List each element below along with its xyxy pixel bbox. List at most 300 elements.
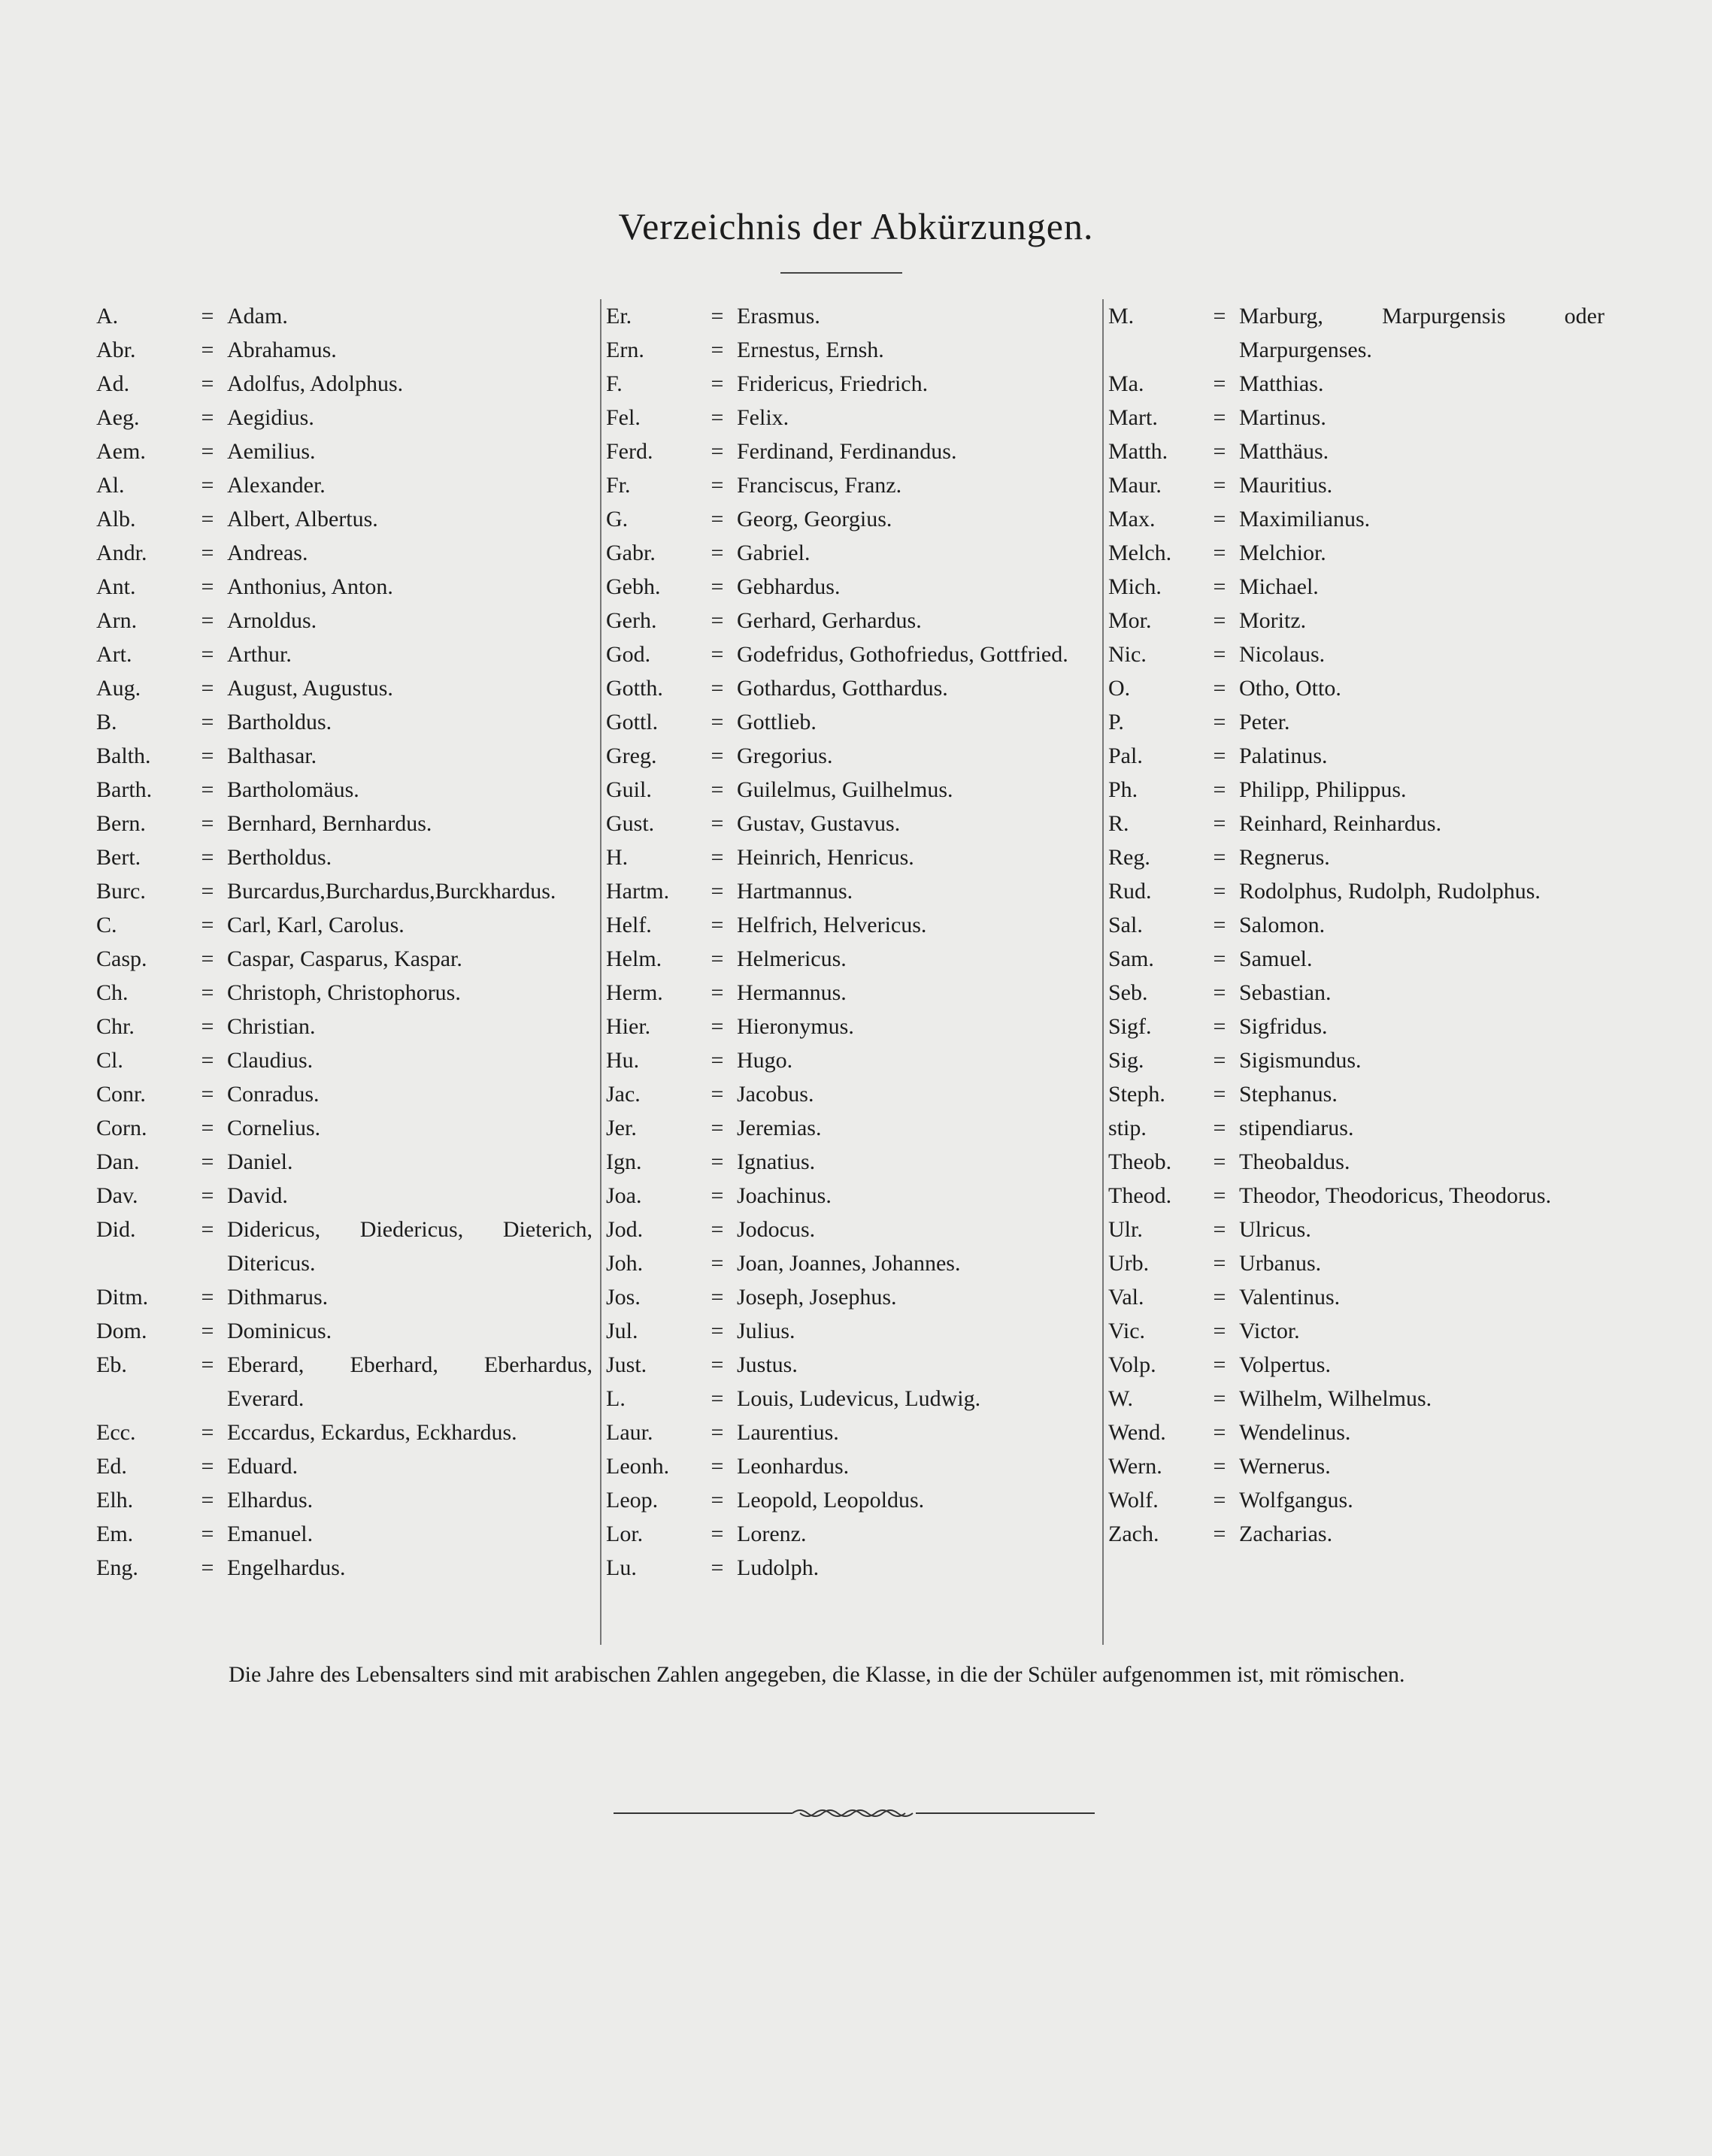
equals-sign: =: [711, 1386, 724, 1411]
abbreviation: Chr.: [96, 1014, 135, 1039]
abbreviation: Aem.: [96, 439, 146, 464]
abbreviation: Leop.: [606, 1488, 659, 1513]
abbreviation-entry: [1108, 570, 1604, 604]
abbreviation: Nic.: [1108, 642, 1147, 667]
equals-sign: =: [201, 1048, 214, 1073]
expansion: Helfrich, Helvericus.: [737, 913, 927, 937]
abbreviation-entry: [606, 604, 1102, 637]
equals-sign: =: [201, 1183, 214, 1208]
abbreviation: Gottl.: [606, 710, 659, 734]
equals-sign: =: [1213, 608, 1226, 633]
abbreviation: Melch.: [1108, 541, 1172, 565]
expansion: David.: [227, 1183, 288, 1208]
abbreviation-entry: [606, 468, 1102, 502]
abbreviation: M.: [1108, 304, 1135, 329]
expansion: Mauritius.: [1239, 473, 1333, 498]
abbreviation: Balth.: [96, 743, 151, 768]
expansion: Albert, Albertus.: [227, 507, 378, 531]
abbreviation-entry: [1108, 773, 1604, 807]
abbreviation-entry: [606, 502, 1102, 536]
expansion: Leopold, Leopoldus.: [737, 1488, 925, 1513]
abbreviation-entry: [1108, 1314, 1604, 1348]
expansion: Matthäus.: [1239, 439, 1329, 464]
abbreviation-entry: [606, 705, 1102, 739]
abbreviation: Gust.: [606, 811, 655, 836]
equals-sign: =: [201, 1217, 214, 1242]
abbreviation-entry: [96, 1517, 592, 1551]
abbreviation-entry: [606, 401, 1102, 435]
abbreviation-entry: [1108, 1483, 1604, 1517]
equals-sign: =: [711, 743, 724, 768]
abbreviation: Ecc.: [96, 1420, 136, 1445]
equals-sign: =: [201, 1149, 214, 1174]
abbreviation: Ern.: [606, 338, 644, 362]
expansion: Anthonius, Anton.: [227, 574, 393, 599]
expansion: Aegidius.: [227, 405, 314, 430]
equals-sign: =: [201, 811, 214, 836]
title-rule: [780, 272, 902, 274]
equals-sign: =: [1213, 642, 1226, 667]
equals-sign: =: [1213, 980, 1226, 1005]
expansion: Guilelmus, Guilhelmus.: [737, 777, 953, 802]
abbreviation: Bert.: [96, 845, 141, 870]
expansion: Helmericus.: [737, 946, 847, 971]
equals-sign: =: [711, 541, 724, 565]
expansion: Justus.: [737, 1352, 798, 1377]
expansion: Leonhardus.: [737, 1454, 850, 1479]
abbreviation: A.: [96, 304, 119, 329]
expansion: Wilhelm, Wilhelmus.: [1239, 1386, 1432, 1411]
expansion: Ferdinand, Ferdinandus.: [737, 439, 957, 464]
expansion: Gabriel.: [737, 541, 811, 565]
abbreviation-entry: [606, 299, 1102, 333]
abbreviation: Max.: [1108, 507, 1156, 531]
equals-sign: =: [1213, 777, 1226, 802]
expansion: Marburg, Marpurgensis oder Marpurgenses.: [1239, 304, 1604, 362]
abbreviation: Sam.: [1108, 946, 1154, 971]
abbreviation: Jos.: [606, 1285, 641, 1310]
equals-sign: =: [1213, 710, 1226, 734]
abbreviation-entry: [606, 773, 1102, 807]
abbreviation: Fel.: [606, 405, 641, 430]
expansion: Christian.: [227, 1014, 316, 1039]
expansion: Gregorius.: [737, 743, 833, 768]
equals-sign: =: [711, 1319, 724, 1343]
abbreviation-entry: [606, 1314, 1102, 1348]
equals-sign: =: [711, 946, 724, 971]
abbreviation: Volp.: [1108, 1352, 1156, 1377]
abbreviation-entry: [96, 1449, 592, 1483]
abbreviation: C.: [96, 913, 117, 937]
abbreviation-entry: [1108, 807, 1604, 840]
abbreviation: Jod.: [606, 1217, 644, 1242]
equals-sign: =: [711, 1048, 724, 1073]
abbreviation-entry: [606, 976, 1102, 1010]
abbreviation-entry: [606, 908, 1102, 942]
abbreviation-entry: [96, 773, 592, 807]
equals-sign: =: [1213, 1522, 1226, 1546]
abbreviation-entry: [96, 942, 592, 976]
abbreviation-entry: [606, 807, 1102, 840]
abbreviation-entry: [1108, 1517, 1604, 1551]
expansion: Gustav, Gustavus.: [737, 811, 901, 836]
abbreviation-entry: [606, 1348, 1102, 1382]
abbreviation-entry: [96, 976, 592, 1010]
equals-sign: =: [201, 1522, 214, 1546]
abbreviation-entry: [96, 840, 592, 874]
expansion: Carl, Karl, Carolus.: [227, 913, 405, 937]
equals-sign: =: [1213, 541, 1226, 565]
equals-sign: =: [1213, 1285, 1226, 1310]
abbreviation: Andr.: [96, 541, 147, 565]
expansion: Peter.: [1239, 710, 1290, 734]
equals-sign: =: [201, 1555, 214, 1580]
abbreviation: B.: [96, 710, 117, 734]
equals-sign: =: [1213, 1149, 1226, 1174]
equals-sign: =: [1213, 1217, 1226, 1242]
abbreviation-entry: [96, 671, 592, 705]
abbreviation: Mich.: [1108, 574, 1162, 599]
expansion: Reinhard, Reinhardus.: [1239, 811, 1442, 836]
expansion: Ernestus, Ernsh.: [737, 338, 884, 362]
abbreviation-entry: [96, 1348, 592, 1416]
abbreviation-entry: [1108, 1111, 1604, 1145]
expansion: Adam.: [227, 304, 288, 329]
abbreviation-entry: [1108, 604, 1604, 637]
abbreviation: Aeg.: [96, 405, 140, 430]
abbreviation: Herm.: [606, 980, 663, 1005]
expansion: Ignatius.: [737, 1149, 816, 1174]
equals-sign: =: [201, 879, 214, 904]
equals-sign: =: [1213, 913, 1226, 937]
abbreviation: Gerh.: [606, 608, 657, 633]
abbreviation: Lu.: [606, 1555, 637, 1580]
equals-sign: =: [1213, 1048, 1226, 1073]
abbreviation: Helm.: [606, 946, 662, 971]
abbreviation-entry: [606, 1382, 1102, 1416]
expansion: Lorenz.: [737, 1522, 807, 1546]
equals-sign: =: [711, 879, 724, 904]
equals-sign: =: [201, 710, 214, 734]
abbreviation: Ant.: [96, 574, 136, 599]
expansion: Hugo.: [737, 1048, 793, 1073]
abbreviation-entry: [606, 1043, 1102, 1077]
expansion: Engelhardus.: [227, 1555, 346, 1580]
equals-sign: =: [201, 1352, 214, 1377]
abbreviation-entry: [96, 1179, 592, 1213]
expansion: Jodocus.: [737, 1217, 816, 1242]
abbreviation: Zach.: [1108, 1522, 1159, 1546]
equals-sign: =: [1213, 574, 1226, 599]
equals-sign: =: [711, 1555, 724, 1580]
abbreviation-entry: [606, 1280, 1102, 1314]
abbreviation-entry: [1108, 671, 1604, 705]
abbreviation: Guil.: [606, 777, 652, 802]
abbreviation-entry: [1108, 299, 1604, 367]
equals-sign: =: [201, 1082, 214, 1107]
abbreviation-entry: [606, 874, 1102, 908]
abbreviation-entry: [96, 1280, 592, 1314]
abbreviation: Just.: [606, 1352, 647, 1377]
expansion: Gottlieb.: [737, 710, 817, 734]
equals-sign: =: [711, 1149, 724, 1174]
expansion: Claudius.: [227, 1048, 314, 1073]
equals-sign: =: [711, 304, 724, 329]
abbreviation-entry: [96, 536, 592, 570]
abbreviation: Greg.: [606, 743, 657, 768]
equals-sign: =: [201, 608, 214, 633]
abbreviation-entry: [96, 705, 592, 739]
abbreviation: Matth.: [1108, 439, 1168, 464]
equals-sign: =: [711, 1488, 724, 1513]
abbreviation-entry: [1108, 1179, 1604, 1213]
expansion: Georg, Georgius.: [737, 507, 892, 531]
decorative-flourish-icon: [614, 1804, 1095, 1825]
abbreviation-entry: [606, 1483, 1102, 1517]
expansion: Emanuel.: [227, 1522, 314, 1546]
abbreviation: Abr.: [96, 338, 136, 362]
abbreviation-entry: [1108, 1280, 1604, 1314]
abbreviation-entry: [1108, 1043, 1604, 1077]
abbreviation-entry: [1108, 908, 1604, 942]
expansion: Theodor, Theodoricus, Theodorus.: [1239, 1183, 1552, 1208]
equals-sign: =: [1213, 473, 1226, 498]
abbreviation: Gebh.: [606, 574, 661, 599]
abbreviation: Barth.: [96, 777, 153, 802]
equals-sign: =: [1213, 946, 1226, 971]
abbreviation-entry: [606, 1077, 1102, 1111]
equals-sign: =: [1213, 1082, 1226, 1107]
abbreviation-entry: [96, 333, 592, 367]
expansion: Eduard.: [227, 1454, 298, 1479]
expansion: Laurentius.: [737, 1420, 839, 1445]
abbreviation-entry: [1108, 1382, 1604, 1416]
expansion: Rodolphus, Rudolph, Rudolphus.: [1239, 879, 1541, 904]
equals-sign: =: [201, 642, 214, 667]
equals-sign: =: [711, 913, 724, 937]
expansion: Palatinus.: [1239, 743, 1328, 768]
abbreviation: G.: [606, 507, 629, 531]
abbreviation: Burc.: [96, 879, 146, 904]
expansion: Caspar, Casparus, Kaspar.: [227, 946, 462, 971]
equals-sign: =: [1213, 879, 1226, 904]
expansion: Franciscus, Franz.: [737, 473, 902, 498]
expansion: Balthasar.: [227, 743, 317, 768]
abbreviation: Gabr.: [606, 541, 656, 565]
equals-sign: =: [1213, 1014, 1226, 1039]
expansion: Hieronymus.: [737, 1014, 854, 1039]
abbreviation: Jul.: [606, 1319, 638, 1343]
expansion: Eccardus, Eckardus, Eckhardus.: [227, 1420, 517, 1445]
abbreviation: Gotth.: [606, 676, 663, 701]
abbreviation: Hier.: [606, 1014, 651, 1039]
expansion: Gothardus, Gotthardus.: [737, 676, 948, 701]
abbreviation-entry: [96, 1145, 592, 1179]
abbreviation: Reg.: [1108, 845, 1150, 870]
equals-sign: =: [201, 473, 214, 498]
equals-sign: =: [1213, 1352, 1226, 1377]
abbreviation-entry: [96, 1111, 592, 1145]
abbreviation: Urb.: [1108, 1251, 1150, 1276]
abbreviation-entry: [96, 1077, 592, 1111]
equals-sign: =: [1213, 1386, 1226, 1411]
expansion: Jacobus.: [737, 1082, 814, 1107]
equals-sign: =: [711, 574, 724, 599]
equals-sign: =: [201, 676, 214, 701]
equals-sign: =: [201, 1116, 214, 1140]
abbreviation-entry: [606, 840, 1102, 874]
equals-sign: =: [201, 913, 214, 937]
expansion: Elhardus.: [227, 1488, 314, 1513]
equals-sign: =: [1213, 845, 1226, 870]
expansion: Louis, Ludevicus, Ludwig.: [737, 1386, 981, 1411]
abbreviation-entry: [96, 1483, 592, 1517]
expansion: Maximilianus.: [1239, 507, 1371, 531]
expansion: Adolfus, Adolphus.: [227, 371, 404, 396]
abbreviation-entry: [606, 367, 1102, 401]
expansion: Victor.: [1239, 1319, 1300, 1343]
abbreviation: Rud.: [1108, 879, 1152, 904]
abbreviation-entry: [1108, 1246, 1604, 1280]
equals-sign: =: [201, 777, 214, 802]
equals-sign: =: [711, 676, 724, 701]
footnote: Die Jahre des Lebensalters sind mit arabischen Zahlen angegeben, die Klasse, in die der Schüler aufgenommen ist, mit römischen.: [229, 1662, 1405, 1687]
expansion: Bartholdus.: [227, 710, 332, 734]
abbreviation: Sigf.: [1108, 1014, 1152, 1039]
expansion: Fridericus, Friedrich.: [737, 371, 929, 396]
expansion: Dithmarus.: [227, 1285, 329, 1310]
expansion: Christoph, Christophorus.: [227, 980, 461, 1005]
abbreviation-entry: [96, 807, 592, 840]
abbreviation-entry: [1108, 536, 1604, 570]
equals-sign: =: [711, 371, 724, 396]
abbreviation-entry: [1108, 739, 1604, 773]
expansion: Joachinus.: [737, 1183, 832, 1208]
equals-sign: =: [201, 338, 214, 362]
expansion: Burcardus,Burchardus,Burckhardus.: [227, 879, 556, 904]
abbreviation: F.: [606, 371, 623, 396]
page-title: Verzeichnis der Abkürzungen.: [618, 205, 1094, 247]
expansion: Wernerus.: [1239, 1454, 1331, 1479]
abbreviation-entry: [96, 299, 592, 333]
abbreviation-entry: [606, 333, 1102, 367]
abbreviation: H.: [606, 845, 629, 870]
abbreviation-entry: [1108, 942, 1604, 976]
equals-sign: =: [1213, 439, 1226, 464]
abbreviation: Fr.: [606, 473, 631, 498]
abbreviation: Arn.: [96, 608, 138, 633]
abbreviation: Pal.: [1108, 743, 1143, 768]
expansion: Philipp, Philippus.: [1239, 777, 1407, 802]
abbreviation-entry: [96, 1314, 592, 1348]
expansion: Valentinus.: [1239, 1285, 1341, 1310]
expansion: Melchior.: [1239, 541, 1326, 565]
abbreviation-entry: [1108, 502, 1604, 536]
abbreviation-entry: [96, 435, 592, 468]
abbreviation-entry: [96, 1043, 592, 1077]
equals-sign: =: [711, 338, 724, 362]
equals-sign: =: [711, 845, 724, 870]
equals-sign: =: [201, 946, 214, 971]
expansion: Samuel.: [1239, 946, 1313, 971]
expansion: Ludolph.: [737, 1555, 820, 1580]
abbreviation: Art.: [96, 642, 132, 667]
abbreviation-entry: [606, 570, 1102, 604]
expansion: Bertholdus.: [227, 845, 332, 870]
abbreviation: Dan.: [96, 1149, 140, 1174]
abbreviation-entry: [96, 604, 592, 637]
expansion: Urbanus.: [1239, 1251, 1322, 1276]
expansion: Volpertus.: [1239, 1352, 1331, 1377]
abbreviation-entry: [1108, 1416, 1604, 1449]
equals-sign: =: [1213, 1454, 1226, 1479]
abbreviation-entry: [606, 1213, 1102, 1246]
abbreviation: L.: [606, 1386, 626, 1411]
abbreviation: Sal.: [1108, 913, 1143, 937]
expansion: Sebastian.: [1239, 980, 1332, 1005]
abbreviation: Eb.: [96, 1352, 127, 1377]
abbreviation-entry: [1108, 367, 1604, 401]
expansion: Michael.: [1239, 574, 1319, 599]
abbreviation: Laur.: [606, 1420, 653, 1445]
equals-sign: =: [1213, 743, 1226, 768]
expansion: Jeremias.: [737, 1116, 822, 1140]
expansion: Julius.: [737, 1319, 795, 1343]
expansion: Erasmus.: [737, 304, 820, 329]
abbreviation-entry: [606, 942, 1102, 976]
abbreviation: Ad.: [96, 371, 130, 396]
equals-sign: =: [201, 1420, 214, 1445]
expansion: Cornelius.: [227, 1116, 321, 1140]
abbreviation: Val.: [1108, 1285, 1144, 1310]
abbreviation-entry: [1108, 401, 1604, 435]
abbreviation: Maur.: [1108, 473, 1162, 498]
abbreviation: Sig.: [1108, 1048, 1144, 1073]
abbreviation: Hu.: [606, 1048, 640, 1073]
abbreviation: Wern.: [1108, 1454, 1162, 1479]
abbreviation-entry: [96, 637, 592, 671]
abbreviation: Ferd.: [606, 439, 653, 464]
equals-sign: =: [1213, 507, 1226, 531]
equals-sign: =: [201, 845, 214, 870]
abbreviation: Wolf.: [1108, 1488, 1159, 1513]
expansion: Aemilius.: [227, 439, 316, 464]
abbreviation-entry: [606, 1010, 1102, 1043]
abbreviation-entry: [606, 637, 1102, 671]
expansion: stipendiarus.: [1239, 1116, 1354, 1140]
abbreviation-entry: [1108, 976, 1604, 1010]
equals-sign: =: [711, 1082, 724, 1107]
expansion: Hermannus.: [737, 980, 847, 1005]
expansion: Stephanus.: [1239, 1082, 1338, 1107]
equals-sign: =: [711, 1522, 724, 1546]
equals-sign: =: [711, 980, 724, 1005]
abbreviation: Helf.: [606, 913, 652, 937]
equals-sign: =: [711, 473, 724, 498]
expansion: August, Augustus.: [227, 676, 393, 701]
abbreviation: Seb.: [1108, 980, 1148, 1005]
expansion: Felix.: [737, 405, 789, 430]
equals-sign: =: [711, 777, 724, 802]
expansion: Moritz.: [1239, 608, 1307, 633]
equals-sign: =: [711, 608, 724, 633]
expansion: Martinus.: [1239, 405, 1326, 430]
abbreviation-entry: [96, 367, 592, 401]
abbreviation: Ulr.: [1108, 1217, 1143, 1242]
equals-sign: =: [1213, 1488, 1226, 1513]
equals-sign: =: [711, 507, 724, 531]
abbreviation: Jer.: [606, 1116, 637, 1140]
